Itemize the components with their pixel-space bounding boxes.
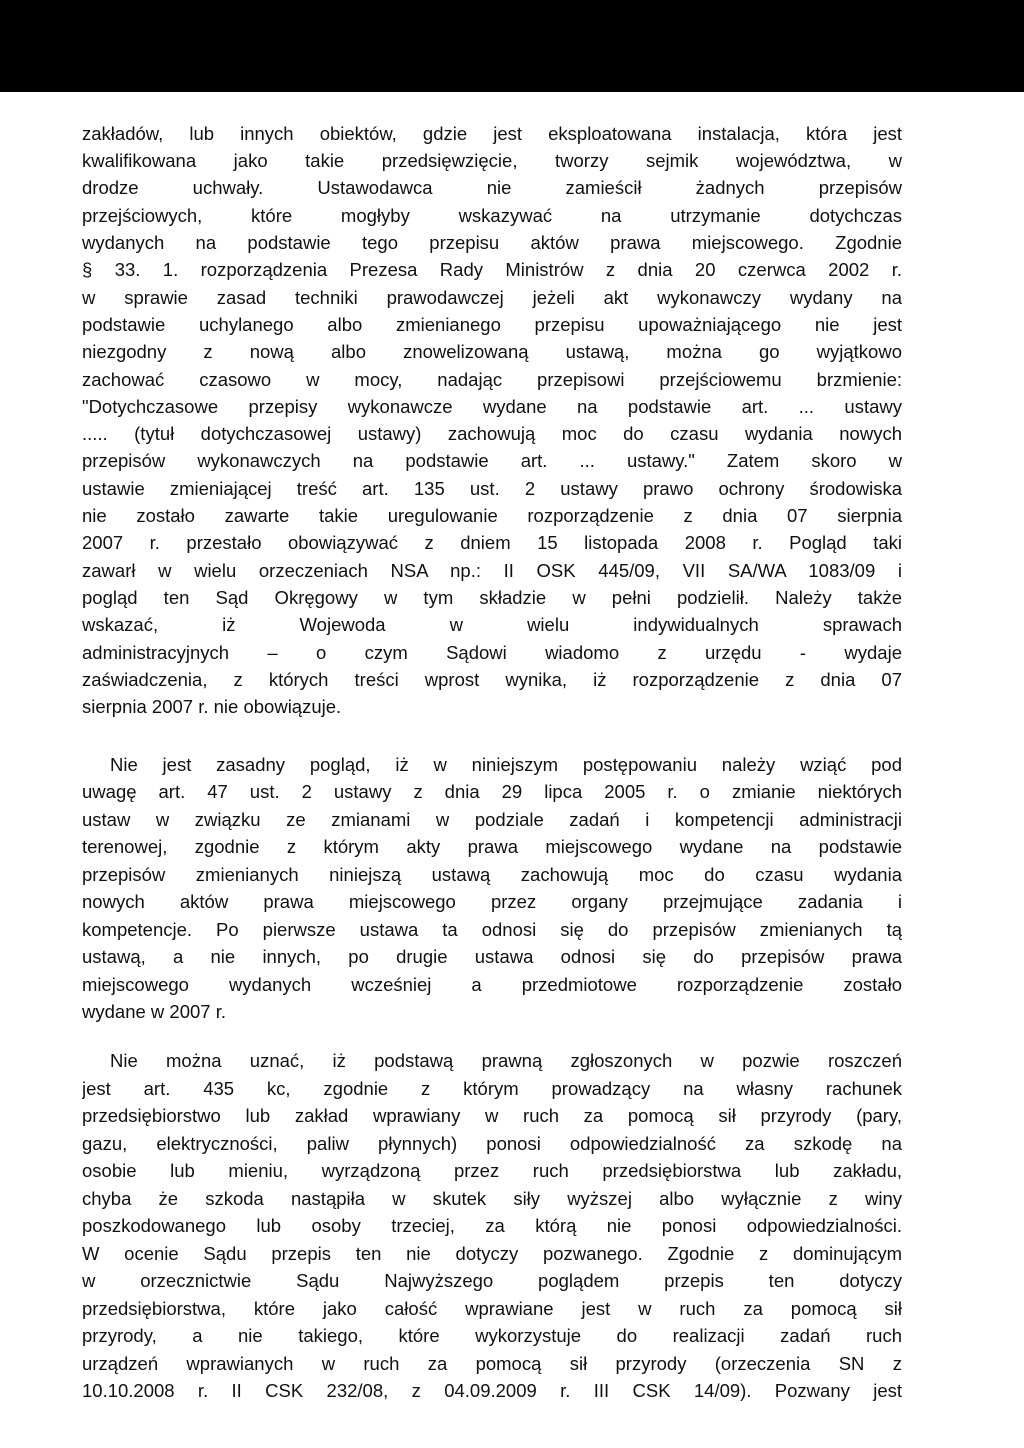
text-line: kwalifikowana jako takie przedsięwzięcie, tworzy sejmik województwa, w (82, 150, 902, 171)
text-line: przedsiębiorstwa, które jako całość wprawiane jest w ruch za pomocą sił (82, 1298, 902, 1319)
text-line: terenowej, zgodnie z którym akty prawa miejscowego wydane na podstawie (82, 836, 902, 857)
text-line: miejscowego wydanych wcześniej a przedmiotowe rozporządzenie zostało (82, 974, 902, 995)
text-line: wydane w 2007 r. (82, 1001, 226, 1022)
text-line: chyba że szkoda nastąpiła w skutek siły wyższej albo wyłącznie z winy (82, 1188, 902, 1209)
text-line: ustawie zmieniającej treść art. 135 ust. 2 ustawy prawo ochrony środowiska (82, 478, 902, 499)
text-line: przejściowych, które mogłyby wskazywać na utrzymanie dotychczas (82, 205, 902, 226)
text-line: w sprawie zasad techniki prawodawczej jeżeli akt wykonawczy wydany na (82, 287, 902, 308)
text-line: 2007 r. przestało obowiązywać z dniem 15 listopada 2008 r. Pogląd taki (82, 532, 902, 553)
text-line: zakładów, lub innych obiektów, gdzie jest eksploatowana instalacja, która jest (82, 123, 902, 144)
text-line: 10.10.2008 r. II CSK 232/08, z 04.09.2009 r. III CSK 14/09). Pozwany jest (82, 1380, 902, 1401)
text-line: nie zostało zawarte takie uregulowanie rozporządzenie z dnia 07 sierpnia (82, 505, 902, 526)
text-line: Nie można uznać, iż podstawą prawną zgłoszonych w pozwie roszczeń (110, 1050, 902, 1071)
text-line: uwagę art. 47 ust. 2 ustawy z dnia 29 lipca 2005 r. o zmianie niektórych (82, 781, 902, 802)
text-line: jest art. 435 kc, zgodnie z którym prowadzący na własny rachunek (82, 1078, 902, 1099)
text-line: W ocenie Sądu przepis ten nie dotyczy pozwanego. Zgodnie z dominującym (82, 1243, 902, 1264)
text-line: przyrody, a nie takiego, które wykorzystuje do realizacji zadań ruch (82, 1325, 902, 1346)
text-line: przepisów zmienianych niniejszą ustawą zachowują moc do czasu wydania (82, 864, 902, 885)
text-line: zachować czasowo w mocy, nadając przepisowi przejściowemu brzmienie: (82, 369, 902, 390)
text-line: wskazać, iż Wojewoda w wielu indywidualnych sprawach (82, 614, 902, 635)
text-line: osobie lub mieniu, wyrządzoną przez ruch przedsiębiorstwa lub zakładu, (82, 1160, 902, 1181)
text-line: urządzeń wprawianych w ruch za pomocą sił przyrody (orzeczenia SN z (82, 1353, 902, 1374)
text-line: pogląd ten Sąd Okręgowy w tym składzie w pełni podzielił. Należy także (82, 587, 902, 608)
text-line: podstawie uchylanego albo zmienianego przepisu upoważniającego nie jest (82, 314, 902, 335)
text-line: sierpnia 2007 r. nie obowiązuje. (82, 696, 342, 717)
text-line: nowych aktów prawa miejscowego przez organy przejmujące zadania i (82, 891, 902, 912)
text-line: "Dotychczasowe przepisy wykonawcze wydane na podstawie art. ... ustawy (82, 396, 902, 417)
text-line: w orzecznictwie Sądu Najwyższego poglądem przepis ten dotyczy (82, 1270, 902, 1291)
text-line: zaświadczenia, z których treści wprost wynika, iż rozporządzenie z dnia 07 (82, 669, 902, 690)
text-line: poszkodowanego lub osoby trzeciej, za którą nie ponosi odpowiedzialności. (82, 1215, 902, 1236)
text-line: drodze uchwały. Ustawodawca nie zamieścił żadnych przepisów (82, 177, 902, 198)
text-line: Nie jest zasadny pogląd, iż w niniejszym postępowaniu należy wziąć pod (110, 754, 902, 775)
text-line: wydanych na podstawie tego przepisu aktów prawa miejscowego. Zgodnie (82, 232, 902, 253)
text-line: przedsiębiorstwo lub zakład wprawiany w ruch za pomocą sił przyrody (pary, (82, 1105, 902, 1126)
text-line: niezgodny z nową albo znowelizowaną ustawą, można go wyjątkowo (82, 341, 902, 362)
text-line: ustaw w związku ze zmianami w podziale zadań i kompetencji administracji (82, 809, 902, 830)
text-line: administracyjnych – o czym Sądowi wiadomo z urzędu - wydaje (82, 642, 902, 663)
text-line: ustawą, a nie innych, po drugie ustawa odnosi się do przepisów prawa (82, 946, 902, 967)
text-line: § 33. 1. rozporządzenia Prezesa Rady Ministrów z dnia 20 czerwca 2002 r. (82, 259, 902, 280)
text-line: ..... (tytuł dotychczasowej ustawy) zachowują moc do czasu wydania nowych (82, 423, 902, 444)
text-line: zawarł w wielu orzeczeniach NSA np.: II OSK 445/09, VII SA/WA 1083/09 i (82, 560, 902, 581)
text-line: przepisów wykonawczych na podstawie art. ... ustawy." Zatem skoro w (82, 450, 902, 471)
text-line: kompetencje. Po pierwsze ustawa ta odnosi się do przepisów zmienianych tą (82, 919, 902, 940)
text-line: gazu, elektryczności, paliw płynnych) ponosi odpowiedzialność za szkodę na (82, 1133, 902, 1154)
